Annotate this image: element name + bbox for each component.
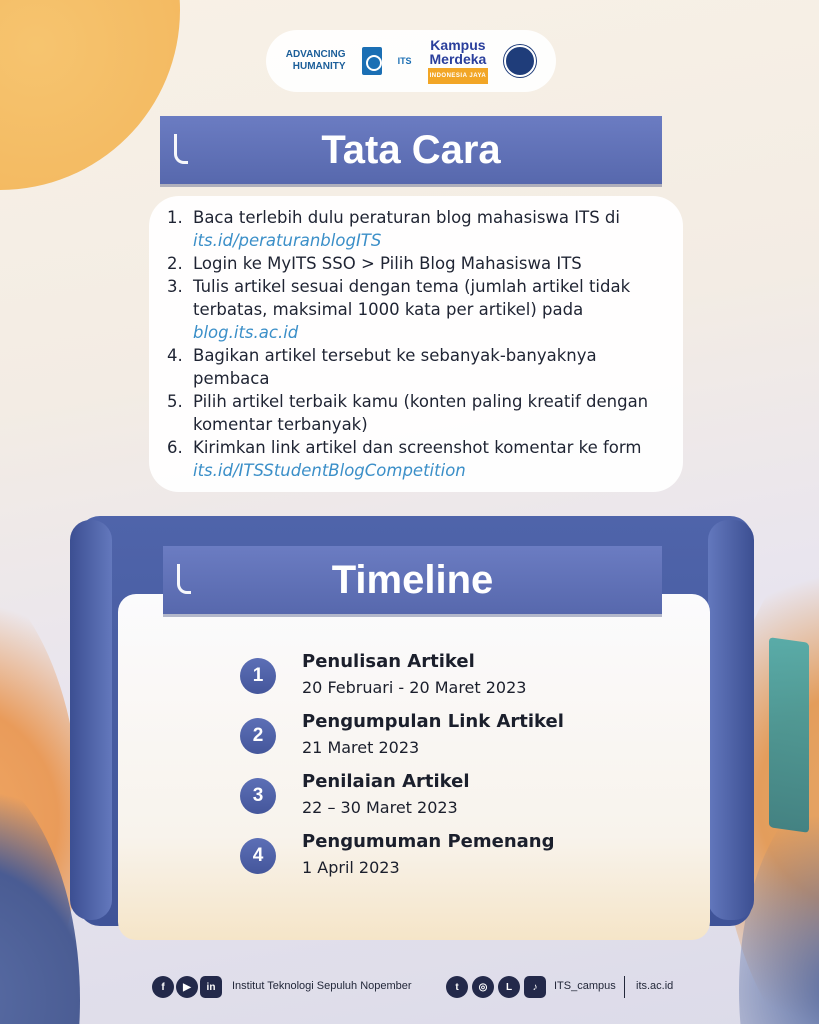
advancing-humanity-logo — [286, 49, 346, 73]
step-item — [167, 252, 667, 275]
tata-cara-title: Tata Cara — [321, 127, 501, 172]
step-text-body: Bagikan artikel tersebut ke sebanyak-banyaknya pembaca — [193, 346, 597, 388]
timeline-banner — [163, 546, 662, 614]
its-seal-icon — [504, 45, 536, 77]
step-link[interactable]: blog.its.ac.id — [193, 323, 299, 342]
kampus-text: Kampus — [430, 37, 486, 53]
timeline-item-title: Pengumpulan Link Artikel — [302, 711, 564, 732]
timeline-item-title: Penilaian Artikel — [302, 771, 470, 792]
step-number: 4. — [167, 346, 183, 365]
linkedin-icon[interactable]: in — [200, 976, 222, 998]
footer — [0, 968, 819, 1008]
timeline-title: Timeline — [331, 557, 494, 602]
footer-divider — [624, 976, 625, 998]
step-number: 2. — [167, 254, 183, 273]
step-number: 5. — [167, 392, 183, 411]
kampus-merdeka-logo — [428, 38, 489, 84]
step-item — [167, 390, 667, 436]
step-text — [193, 390, 667, 436]
timeline-card — [118, 594, 710, 940]
its-logo-text: ITS — [397, 56, 412, 66]
step-number: 3. — [167, 277, 183, 296]
timeline-item-date: 22 – 30 Maret 2023 — [302, 798, 458, 817]
step-item — [167, 436, 667, 482]
step-item — [167, 275, 667, 344]
step-text-body: Kirimkan link artikel dan screenshot komentar ke form — [193, 438, 642, 457]
step-text-body: Tulis artikel sesuai dengan tema (jumlah artikel tidak terbatas, maksimal 1000 kata per artikel) pada — [193, 277, 631, 319]
logo-bar — [266, 30, 556, 92]
steps-card — [149, 196, 683, 492]
step-text — [193, 252, 667, 275]
humanity-text: HUMANITY — [292, 61, 346, 72]
facebook-icon[interactable]: f — [152, 976, 174, 998]
timeline-item-date: 1 April 2023 — [302, 858, 400, 877]
step-text — [193, 436, 667, 482]
step-link[interactable]: its.id/ITSStudentBlogCompetition — [193, 461, 466, 480]
social-handle[interactable]: ITS_campus — [554, 980, 616, 992]
step-number: 6. — [167, 438, 183, 457]
step-text-body: Login ke MyITS SSO > Pilih Blog Mahasiswa ITS — [193, 254, 582, 273]
step-text — [193, 344, 667, 390]
step-item — [167, 344, 667, 390]
merdeka-text: Merdeka — [429, 51, 487, 67]
sun-decoration — [0, 0, 180, 190]
timeline-number-badge: 4 — [240, 838, 276, 874]
tiktok-icon[interactable]: ♪ — [524, 976, 546, 998]
banner-mark-icon — [174, 134, 188, 164]
indonesia-jaya-text: INDONESIA JAYA — [428, 68, 489, 84]
tata-cara-banner — [160, 116, 662, 184]
timeline-number-badge: 2 — [240, 718, 276, 754]
timeline-item-date: 20 Februari - 20 Maret 2023 — [302, 678, 527, 697]
teal-book-decoration — [769, 637, 809, 833]
scroll-roll-right — [708, 520, 754, 920]
scroll-roll-left — [70, 520, 112, 920]
youtube-icon[interactable]: ▶ — [176, 976, 198, 998]
step-text-body: Pilih artikel terbaik kamu (konten paling kreatif dengan komentar terbanyak) — [193, 392, 649, 434]
step-text — [193, 206, 667, 252]
institution-name: Institut Teknologi Sepuluh Nopember — [232, 980, 412, 992]
timeline-number-badge: 3 — [240, 778, 276, 814]
advancing-text: ADVANCING — [285, 49, 346, 60]
step-number: 1. — [167, 208, 183, 227]
timeline-item-date: 21 Maret 2023 — [302, 738, 420, 757]
its-logo-icon — [362, 47, 382, 75]
step-item — [167, 206, 667, 252]
step-text — [193, 275, 667, 344]
step-text-body: Baca terlebih dulu peraturan blog mahasiswa ITS di — [193, 208, 620, 227]
line-icon[interactable]: L — [498, 976, 520, 998]
twitter-icon[interactable]: t — [446, 976, 468, 998]
timeline-number-badge: 1 — [240, 658, 276, 694]
instagram-icon[interactable]: ◎ — [472, 976, 494, 998]
step-link[interactable]: its.id/peraturanblogITS — [193, 231, 382, 250]
timeline-item-title: Pengumuman Pemenang — [302, 831, 555, 852]
steps-list — [167, 206, 667, 482]
website-link[interactable]: its.ac.id — [636, 980, 674, 992]
banner-mark-icon — [177, 564, 191, 594]
timeline-item-title: Penulisan Artikel — [302, 651, 475, 672]
